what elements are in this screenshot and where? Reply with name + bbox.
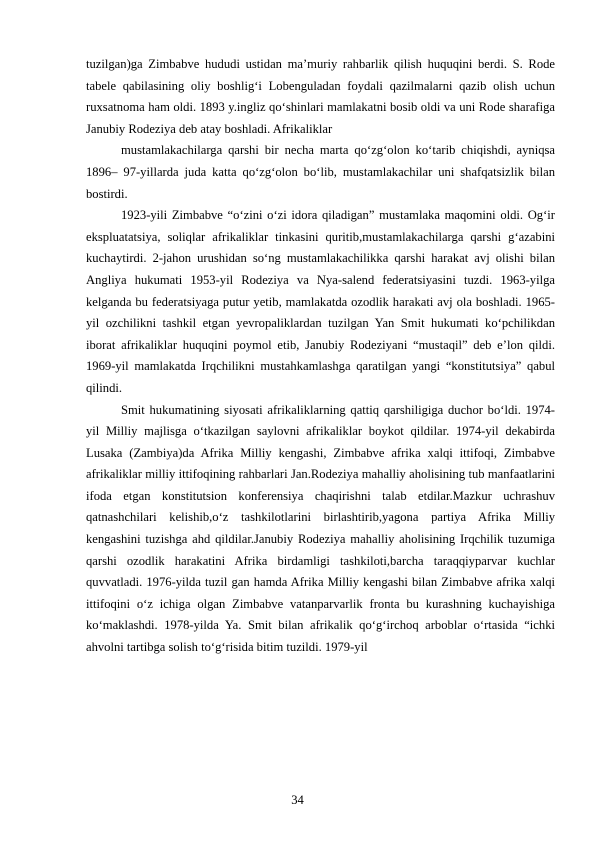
paragraph-4: Smit hukumatining siyosati afrikaliklarning qattiq qarshiligiga duchor bo‘ldi. 1974-yil Milliy majlisga o‘tkazilgan saylovni afrikaliklar boykot qildilar. 1974-yil dekabirda Lusaka (Zambiya)da Afrika Milliy kengashi, Zimbabve afrika xalqi ittifoqi, Zimbabve afrikaliklar milliy ittifoqining rahbarlari Jan.Rodeziya mahalliy aholisining tub manfaatlarini ifoda etgan konstitutsion konferensiya chaqirishni talab etdilar.Mazkur uchrashuv qatnashchilari kelishib,o‘z tashkilotlarini birlashtirib,yagona partiya Afrika Milliy kengashini tuzishga ahd qildilar.Janubiy Rodeziya mahalliy aholisining Irqchilik tuzumiga qarshi ozodlik harakatini Afrika birdamligi tashkiloti,barcha taraqqiyparvar kuchlar quvvatladi. 1976-yilda tuzil gan hamda Afrika Milliy kengashi bilan Zimbabve afrika xalqi ittifoqini o‘z ichiga olgan Zimbabve vatanparvarlik fronta bu kurashning kuchayishiga ko‘maklashdi. 1978-yilda Ya. Smit bilan afrikalik qo‘g‘irchoq arboblar o‘rtasida “ichki ahvolni tartibga solish to‘g‘risida bitim tuzildi. 1979-yil — [86, 402, 555, 655]
page-number: 34 — [291, 793, 304, 807]
paragraph-1: tuzilgan)ga Zimbabve hududi ustidan ma’muriy rahbarlik qilish huquqini berdi. S. Rode tabele qabilasining oliy boshlig‘i Lobenguladan foydali qazilmalarni qazib olish uchun ruxsatnoma ham oldi. 1893 y.ingliz qo‘shinlari mamlakatni bosib oldi va uni Rode sharafiga Janubiy Rodeziya deb atay boshladi. Afrikaliklar — [86, 57, 555, 136]
paragraph-3: 1923-yili Zimbabve “o‘zini o‘zi idora qiladigan” mustamlaka maqomini oldi. Og‘ir ekspluatatsiya, soliqlar afrikaliklar tinkasini quritib,mustamlakachilarga qarshi g‘azabini kuchaytirdi. 2-jahon urushidan so‘ng mustamlakachilikka qarshi harakat avj olishi bilan Angliya hukumati 1953-yil Rodeziya va Nya-salend federatsiyasini tuzdi. 1963-yilga kelganda bu federatsiyaga putur yetib, mamlakatda ozodlik harakati avj ola boshladi. 1965-yil ozchilikni tashkil etgan yevropaliklardan tuzilgan Yan Smit hukumati ko‘pchilikdan iborat afrikaliklar huquqini poymol etib, Janubiy Rodeziyani “mustaqil” deb e’lon qildi. 1969-yil mamlakatda Irqchilikni mustahkamlashga qaratilgan yangi “konstitutsiya” qabul qilindi. — [86, 208, 555, 395]
document-body — [86, 54, 555, 659]
paragraph-2: mustamlakachilarga qarshi bir necha marta qo‘zg‘olon ko‘tarib chiqishdi, ayniqsa 1896– 97-yillarda juda katta qo‘zg‘olon bo‘lib, mustamlakachilar uni shafqatsizlik bilan bostirdi. — [86, 143, 555, 201]
